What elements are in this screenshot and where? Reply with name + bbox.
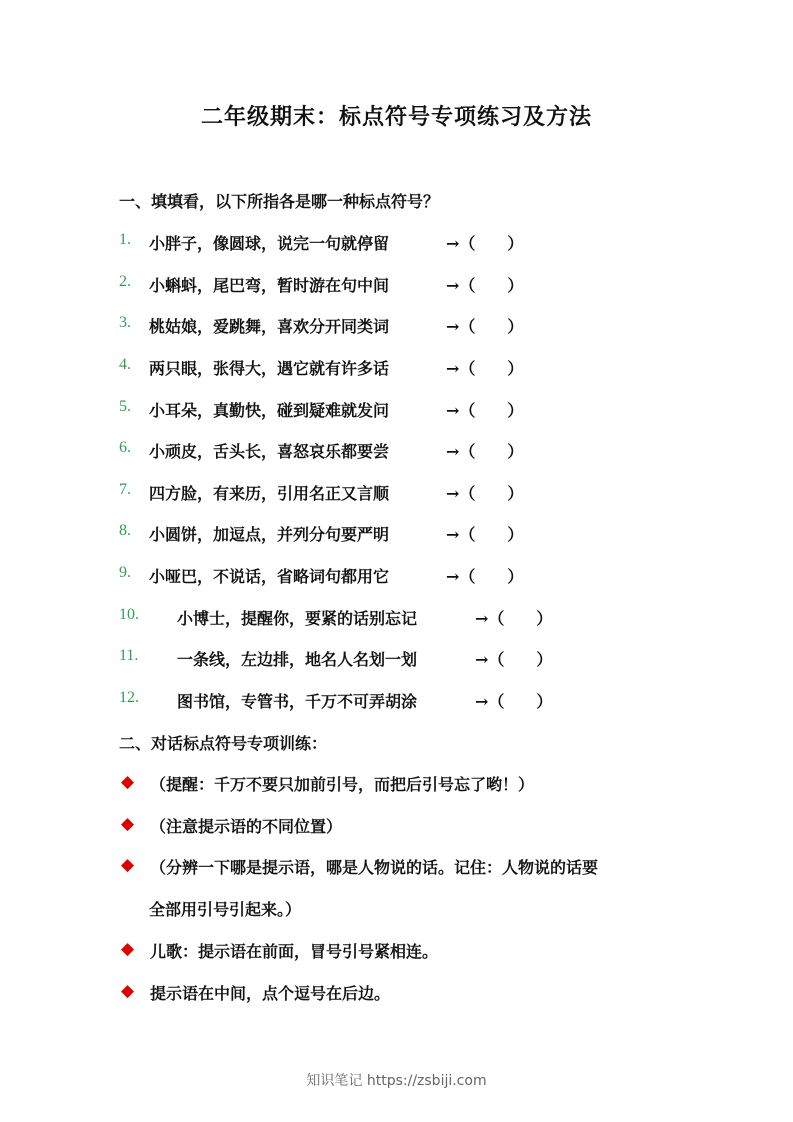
page-title: 二年级期末：标点符号专项练习及方法 <box>200 104 592 130</box>
bullet-text-continuation: 全部用引号引起来。） <box>149 900 302 919</box>
item-number: 1. <box>119 231 131 248</box>
item-rhyme: 小博士，提醒你，要紧的话别忘记 <box>177 609 418 628</box>
answer-blank: →（ ） <box>446 442 524 461</box>
item-rhyme: 小胖子，像圆球，说完一句就停留 <box>149 234 390 253</box>
item-number: 5. <box>119 398 131 415</box>
item-number: 4. <box>119 356 131 373</box>
item-number: 2. <box>119 273 131 290</box>
item-rhyme: 小圆饼，加逗点，并列分句要严明 <box>149 525 390 544</box>
answer-blank: →（ ） <box>475 692 553 711</box>
item-rhyme: 小顽皮，舌头长，喜怒哀乐都要尝 <box>149 442 390 461</box>
item-number: 11. <box>119 647 139 664</box>
red-diamond-icon: ◆ <box>121 981 135 1001</box>
red-diamond-icon: ◆ <box>121 814 135 834</box>
bullet-text: （提醒：千万不要只加前引号，而把后引号忘了哟！） <box>150 775 535 794</box>
answer-blank: →（ ） <box>475 609 553 628</box>
bullet-text: 提示语在中间，点个逗号在后边。 <box>150 984 391 1003</box>
item-rhyme: 图书馆，专管书，千万不可弄胡涂 <box>177 692 418 711</box>
item-number: 9. <box>119 564 131 581</box>
answer-blank: →（ ） <box>446 525 524 544</box>
answer-blank: →（ ） <box>446 234 524 253</box>
red-diamond-icon: ◆ <box>121 855 135 875</box>
item-rhyme: 小哑巴，不说话，省略词句都用它 <box>149 567 390 586</box>
red-diamond-icon: ◆ <box>121 939 135 959</box>
item-number: 8. <box>119 522 131 539</box>
item-number: 12. <box>119 689 139 706</box>
item-rhyme: 四方脸，有来历，引用名正又言顺 <box>149 484 390 503</box>
item-rhyme: 两只眼，张得大，遇它就有许多话 <box>149 359 390 378</box>
item-number: 10. <box>119 606 139 623</box>
bullet-text: 儿歌：提示语在前面，冒号引号紧相连。 <box>150 942 439 961</box>
answer-blank: →（ ） <box>446 484 524 503</box>
answer-blank: →（ ） <box>446 567 524 586</box>
item-rhyme: 桃姑娘，爱跳舞，喜欢分开同类词 <box>149 317 390 336</box>
answer-blank: →（ ） <box>446 401 524 420</box>
answer-blank: →（ ） <box>475 650 553 669</box>
item-rhyme: 小蝌蚪，尾巴弯，暂时游在句中间 <box>149 276 390 295</box>
section2-heading: 二、对话标点符号专项训练： <box>119 734 328 753</box>
bullet-text: （分辨一下哪是提示语，哪是人物说的话。记住：人物说的话要 <box>150 858 599 877</box>
bullet-text: （注意提示语的不同位置） <box>150 817 343 836</box>
item-rhyme: 小耳朵，真勤快，碰到疑难就发问 <box>149 401 390 420</box>
footer-watermark: 知识笔记 https://zsbiji.com <box>306 1073 487 1089</box>
item-rhyme: 一条线，左边排，地名人名划一划 <box>177 650 418 669</box>
answer-blank: →（ ） <box>446 317 524 336</box>
answer-blank: →（ ） <box>446 276 524 295</box>
item-number: 6. <box>119 439 131 456</box>
red-diamond-icon: ◆ <box>121 772 135 792</box>
item-number: 3. <box>119 314 131 331</box>
item-number: 7. <box>119 481 131 498</box>
section1-heading: 一、填填看，以下所指各是哪一种标点符号？ <box>119 192 440 211</box>
answer-blank: →（ ） <box>446 359 524 378</box>
